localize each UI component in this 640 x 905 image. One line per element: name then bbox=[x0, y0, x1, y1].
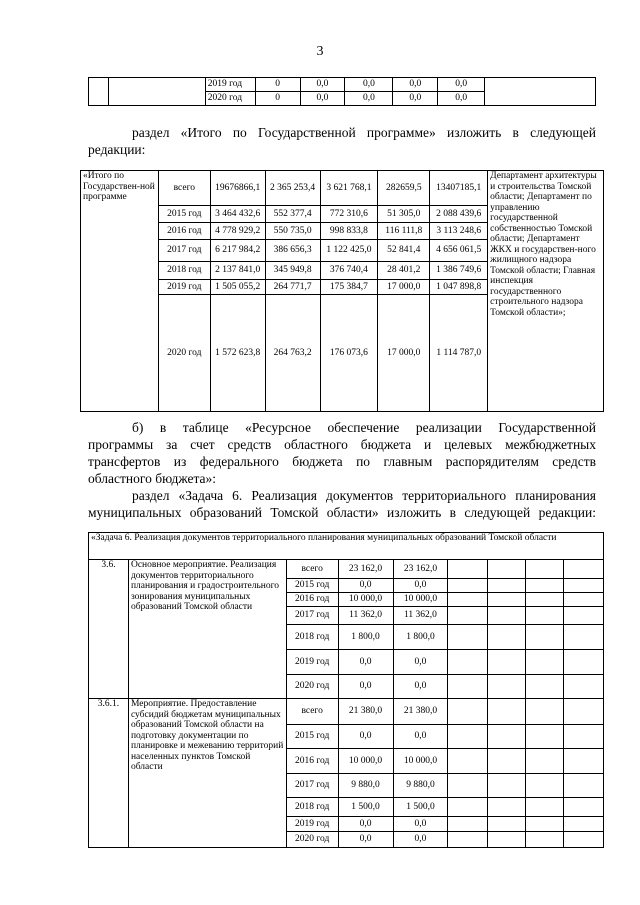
table-row: 3.6.1. Мероприятие. Предоставление субсидий бюджетам муниципальных образований Томской области на подготовку документации по планировке и межеванию территорий населенных пунктов Томской области всего 21 380,0 21 380,0 bbox=[89, 699, 604, 725]
table-row: 2015 год 0,0 0,0 bbox=[89, 579, 604, 593]
table-row: 2018 год 1 500,0 1 500,0 bbox=[89, 798, 604, 817]
paragraph-line: муниципальных образований Томской области» изложить в следующей редакции: bbox=[88, 505, 596, 520]
table-row: 2017 год 6 217 984,2 386 656,3 1 122 425,0 52 841,4 4 656 061,5 bbox=[81, 240, 604, 262]
table-row: 2018 год 2 137 841,0 345 949,8 376 740,4 28 401,2 1 386 749,6 bbox=[81, 262, 604, 280]
paragraph-line: областного бюджета»: bbox=[88, 471, 217, 486]
table-row: 3.6. Основное мероприятие. Реализация документов территориального планирования и градостроительного зонирования муниципальных образований Томской области всего 23 162,0 23 162,0 bbox=[89, 560, 604, 579]
paragraph-line: программы за счет средств областного бюджета и целевых межбюджетных bbox=[88, 437, 596, 452]
task-header: «Задача 6. Реализация документов территориального планирования муниципальных образований Томской области bbox=[89, 533, 604, 560]
measure-name: Основное мероприятие. Реализация документов территориального планирования и градостроительного зонирования муниципальных образований Томской области bbox=[128, 560, 286, 699]
paragraph-line: редакции: bbox=[88, 142, 146, 157]
table-row: 2017 год 11 362,0 11 362,0 bbox=[89, 607, 604, 625]
table-row: 2020 год 0,0 0,0 bbox=[89, 675, 604, 699]
table-program-totals bbox=[80, 170, 604, 412]
table-row: 2020 год 1 572 623,8 264 763,2 176 073,6 17 000,0 1 114 787,0 bbox=[81, 295, 604, 412]
table-row: «Итого по Государствен-ной программе всего 19676866,1 2 365 253,4 3 621 768,1 282659,5 13407185,1 Департамент архитектуры и строительства Томской области; Департамент по управлению государственной собственностью Томской области; Департамент ЖКХ и государствен-ного жилищного надзора Томской области; Главная инспекция государственного строительного надзора Томской области»; bbox=[81, 171, 604, 206]
table-row: 2019 год 0 0,0 0,0 0,0 0,0 bbox=[89, 78, 596, 92]
table-row: 2020 год 0 0,0 0,0 0,0 0,0 bbox=[89, 92, 596, 106]
table-row: 2019 год 1 505 055,2 264 771,7 175 384,7 17 000,0 1 047 898,8 bbox=[81, 280, 604, 295]
paragraph-line: раздел «Итого по Государственной программе» изложить в следующей bbox=[132, 125, 596, 140]
table-row: 2020 год 0,0 0,0 bbox=[89, 832, 604, 848]
table-continuation bbox=[88, 77, 596, 106]
table-row: 2016 год 10 000,0 10 000,0 bbox=[89, 593, 604, 607]
program-label: «Итого по Государствен-ной программе bbox=[81, 171, 159, 412]
measure-name: Мероприятие. Предоставление субсидий бюджетам муниципальных образований Томской области на подготовку документации по планировке и межеванию территорий населенных пунктов Томской области bbox=[128, 699, 286, 848]
table-row: 2017 год 9 880,0 9 880,0 bbox=[89, 774, 604, 798]
table-row: 2016 год 4 778 929,2 550 735,0 998 833,8 116 111,8 3 113 248,6 bbox=[81, 223, 604, 240]
paragraph-line: раздел «Задача 6. Реализация документов территориального планирования bbox=[132, 488, 596, 503]
executors-cell: Департамент архитектуры и строительства Томской области; Департамент по управлению государственной собственностью Томской области; Департамент ЖКХ и государствен-ного жилищного надзора Томской области; Главная инспекция государственного строительного надзора Томской области»; bbox=[488, 171, 604, 412]
table-task-6 bbox=[88, 532, 604, 848]
table-row: 2018 год 1 800,0 1 800,0 bbox=[89, 625, 604, 650]
table-row: 2015 год 3 464 432,6 552 377,4 772 310,6 51 305,0 2 088 439,6 bbox=[81, 206, 604, 223]
table-row bbox=[89, 533, 604, 560]
table-row: 2019 год 0,0 0,0 bbox=[89, 817, 604, 832]
table-row: 2015 год 0,0 0,0 bbox=[89, 725, 604, 749]
table-row: 2016 год 10 000,0 10 000,0 bbox=[89, 749, 604, 774]
table-row: 2019 год 0,0 0,0 bbox=[89, 650, 604, 675]
paragraph-line: трансфертов из федерального бюджета по главным распорядителям средств bbox=[88, 454, 596, 469]
paragraph-line: б) в таблице «Ресурсное обеспечение реализации Государственной bbox=[132, 420, 596, 435]
page-number: 3 bbox=[316, 44, 324, 59]
